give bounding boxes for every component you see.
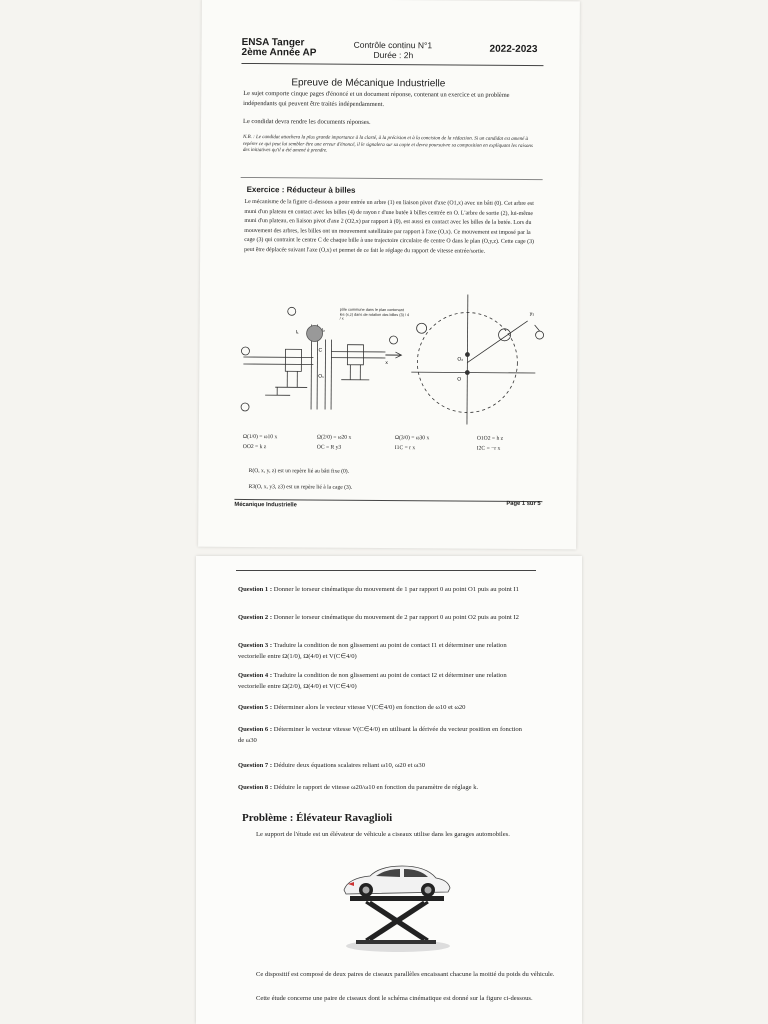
eq-2-2: OC = R y3 [316,444,342,451]
question-2: Question 2 : Donner le torseur cinématique du mouvement de 2 par rapport 0 au point O2 puis au point I2 [238,614,519,621]
svg-text:y₃: y₃ [529,310,535,318]
eq-1-2: Ω(2/0) = ω20 x [316,434,352,441]
footer-right: Page 1 sur 5 [506,500,541,508]
question-6: Question 6 : Déterminer le vecteur vitesse V(C∈4/0) en utilisant la dérivée du vecteur position en fonction de ω30 [238,726,522,744]
question-1: Question 1 : Donner le torseur cinématique du mouvement de 1 par rapport 0 au point O1 puis au point I1 [238,586,519,593]
question-7: Question 7 : Déduire deux équations scalaires reliant ω10, ω20 et ω30 [238,762,425,769]
question-8: Question 8 : Déduire le rapport de vitesse ω20/ω10 en fonction du paramètre de réglage k. [238,784,479,791]
footer-left: Mécanique Industrielle [234,501,297,509]
exam-page-2 [196,556,582,1024]
svg-text:x: x [385,359,388,366]
svg-text:O: O [457,376,462,383]
year-level: 2ème Année AP [241,46,317,59]
exam-title: Contrôle continu N°1 [353,39,433,51]
question-4: Question 4 : Traduire la condition de non glissement au point de contact I2 et déterminer une relation vectorielle entre Ω(2/0), Ω(4/0) et V(C∈4/0) [238,672,507,690]
description-2: Cette étude concerne une paire de ciseaux dont le schéma cinématique est donné sur la figure ci-dessous. [256,995,533,1002]
exam-page-1 [198,0,580,549]
problem-intro: Le support de l'étude est un élévateur de véhicule a ciseaux utilise dans les garages automobiles. [256,831,510,838]
eq-2-3: I1C = r x [394,445,416,452]
exercise-text: Le mécanisme de la figure ci-dessous a pour entrée un arbre (1) en liaison pivot d'axe (O1,x) avec un bâti (0). Cet arbre est muni d'un plateau en contact avec les billes (4) de rayon r d'une butée à billes centrée en O. L'arbre de sortie (2), lui-même muni d'un plateau, en liaison pivot d'axe 2 (O2,x) par rapport à (0), est aussi en contact avec les billes de la butée. Lors du mouvement des arbres, les billes ont un mouvement satellitaire par rapport à l'axe (O,x). Ce mouvement est imposé par la cage (3) qui contraint le centre C de chaque bille à une trajectoire circulaire de centre O dans le plan (O,y,z). Cette cage (3) peut être déplacée suivant l'axe (O,x) et permet de ce fait le réglage du rapport de vitesse entrée/sortie. [244,198,535,255]
svg-text:I₁: I₁ [295,329,299,336]
eq-1-1: Ω(1/0) = ω10 x [242,433,278,441]
eq-2-1: OO2 = k z [242,443,267,451]
academic-year: 2022-2023 [489,43,538,56]
frame-r3: R3(O, x, y3, z3) est un repère lié à la cage (3). [248,484,353,491]
exam-duration: Durée : 2h [373,49,414,61]
frame-r: R(O, x, y, z) est un repère lié au bâti fixe (0). [248,468,350,475]
svg-text:O₂: O₂ [457,356,464,363]
car-lift-illustration [336,856,456,956]
exercise-title: Exercice : Réducteur à billes [246,185,356,195]
description-1: Ce dispositif est composé de deux paires de ciseaux parallèles encaissant chacune la moitié du poids du véhicule. [256,971,555,978]
eq-1-3: Ω(3/0) = ω30 x [394,435,430,442]
figure-annotation: pôle commune dans le plan contenant les (x,z) dans de rotation des billes (3) / 4 / x [339,307,410,321]
svg-text:I₂: I₂ [321,327,325,334]
problem-title: Problème : Élévateur Ravaglioli [242,812,393,824]
svg-text:C: C [318,347,323,354]
eq-2-4: I2C = −r x [476,445,501,452]
school-name: ENSA Tanger [241,36,305,49]
question-5: Question 5 : Déterminer alors le vecteur vitesse V(C∈4/0) en fonction de ω10 et ω20 [238,704,466,711]
question-3: Question 3 : Traduire la condition de non glissement au point de contact I1 et déterminer une relation vectorielle entre Ω(1/0), Ω(4/0) et V(C∈4/0) [238,642,507,660]
svg-text:O₁: O₁ [318,373,324,380]
epreuve-title: Epreuve de Mécanique Industrielle [291,77,446,90]
eq-1-4: O1O2 = h z [476,435,504,442]
nb-note: N.B. : Le candidat attachera la plus grande importance à la clarté, à la précision et à la concision de la rédaction. Si un candidat est amené à repérer ce qui peut lui sembler être une erreur d'énoncé, il le signalera sur sa copie et devra poursuivre sa composition en expliquant les raisons des initiatives qu'il a été amené à prendre. [242,134,533,154]
intro-instructions: Le condidat devra rendre les documents réponses. [243,117,371,126]
mechanism-front-view [409,290,560,431]
intro-text: Le sujet comporte cinque pages d'énoncé et un document réponse, contenant un exercice et un problème indépendants qui peuvent être traités indépendamment. [243,89,510,108]
